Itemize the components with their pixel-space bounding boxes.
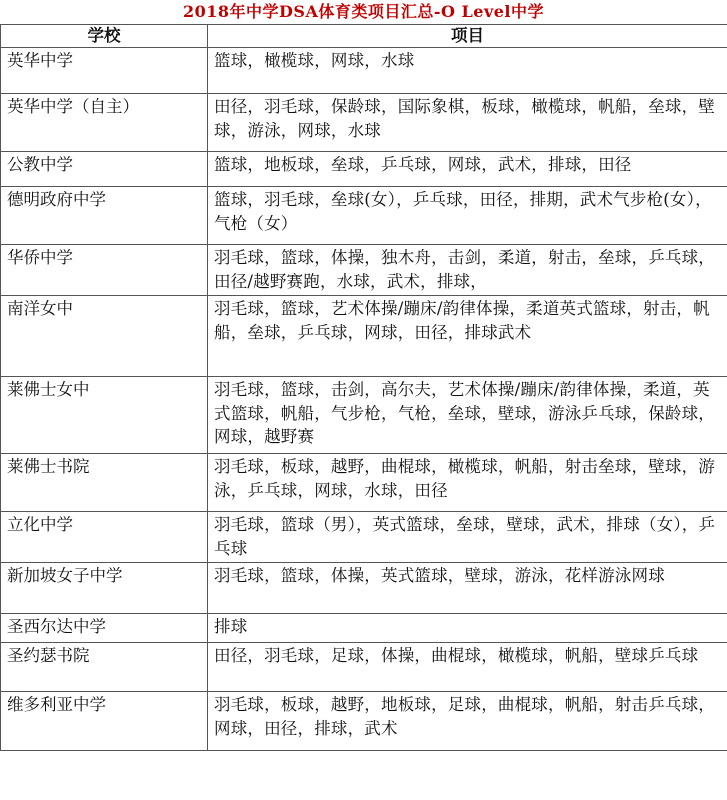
table-row [1, 614, 727, 643]
school-cell: 公教中学 [1, 152, 208, 187]
school-cell: 英华中学（自主） [1, 94, 208, 152]
table-row [1, 245, 727, 296]
sports-cell: 篮球，橄榄球，网球，水球 [208, 48, 727, 94]
school-cell: 英华中学 [1, 48, 208, 94]
sports-cell: 篮球，羽毛球，垒球(女），乒乓球，田径，排期，武术气步枪(女），气枪（女） [208, 187, 727, 245]
header-sports: 项目 [208, 25, 727, 48]
header-school: 学校 [1, 25, 208, 48]
school-cell: 莱佛士女中 [1, 377, 208, 454]
table-row [1, 152, 727, 187]
table-header-row [1, 25, 727, 48]
page-title: 2018年中学DSA体育类项目汇总-O Level中学 [182, 2, 544, 21]
school-cell: 圣约瑟书院 [1, 643, 208, 692]
school-cell: 南洋女中 [1, 296, 208, 377]
school-cell: 华侨中学 [1, 245, 208, 296]
sports-cell: 羽毛球，篮球（男），英式篮球，垒球，壁球，武术，排球（女），乒乓球 [208, 512, 727, 563]
table-row [1, 187, 727, 245]
sports-cell: 羽毛球，篮球，体操，独木舟，击剑，柔道，射击，垒球，乒乓球，田径/越野赛跑，水球，武术，排球， [208, 245, 727, 296]
school-cell: 德明政府中学 [1, 187, 208, 245]
school-cell: 莱佛士书院 [1, 454, 208, 512]
table-row [1, 692, 727, 751]
school-cell: 立化中学 [1, 512, 208, 563]
school-cell: 新加坡女子中学 [1, 563, 208, 614]
sports-cell: 羽毛球，板球，越野，曲棍球，橄榄球，帆船，射击垒球，壁球，游泳，乒乓球，网球，水球，田径 [208, 454, 727, 512]
table-row [1, 377, 727, 454]
table-row [1, 563, 727, 614]
table-row [1, 48, 727, 94]
sports-cell: 篮球，地板球，垒球，乒乓球，网球，武术，排球，田径 [208, 152, 727, 187]
dsa-sports-table [0, 24, 727, 751]
sports-cell: 羽毛球，篮球，体操，英式篮球，壁球，游泳，花样游泳网球 [208, 563, 727, 614]
school-cell: 维多利亚中学 [1, 692, 208, 751]
school-cell: 圣西尔达中学 [1, 614, 208, 643]
sports-cell: 田径，羽毛球，保龄球，国际象棋，板球，橄榄球，帆船，垒球，壁球，游泳，网球，水球 [208, 94, 727, 152]
table-row [1, 94, 727, 152]
sports-cell: 羽毛球，板球，越野，地板球，足球，曲棍球，帆船，射击乒乓球，网球，田径，排球，武术 [208, 692, 727, 751]
sports-cell: 排球 [208, 614, 727, 643]
sports-cell: 羽毛球，篮球，艺术体操/蹦床/韵律体操，柔道英式篮球，射击，帆船，垒球，乒乓球，网球，田径，排球武术 [208, 296, 727, 377]
table-row [1, 454, 727, 512]
table-row [1, 643, 727, 692]
table-row [1, 296, 727, 377]
sports-cell: 羽毛球，篮球，击剑，高尔夫，艺术体操/蹦床/韵律体操，柔道，英式篮球，帆船，气步枪，气枪，垒球，壁球，游泳乒乓球，保龄球，网球，越野赛 [208, 377, 727, 454]
sports-cell: 田径，羽毛球，足球，体操，曲棍球，橄榄球，帆船，壁球乒乓球 [208, 643, 727, 692]
table-row [1, 512, 727, 563]
